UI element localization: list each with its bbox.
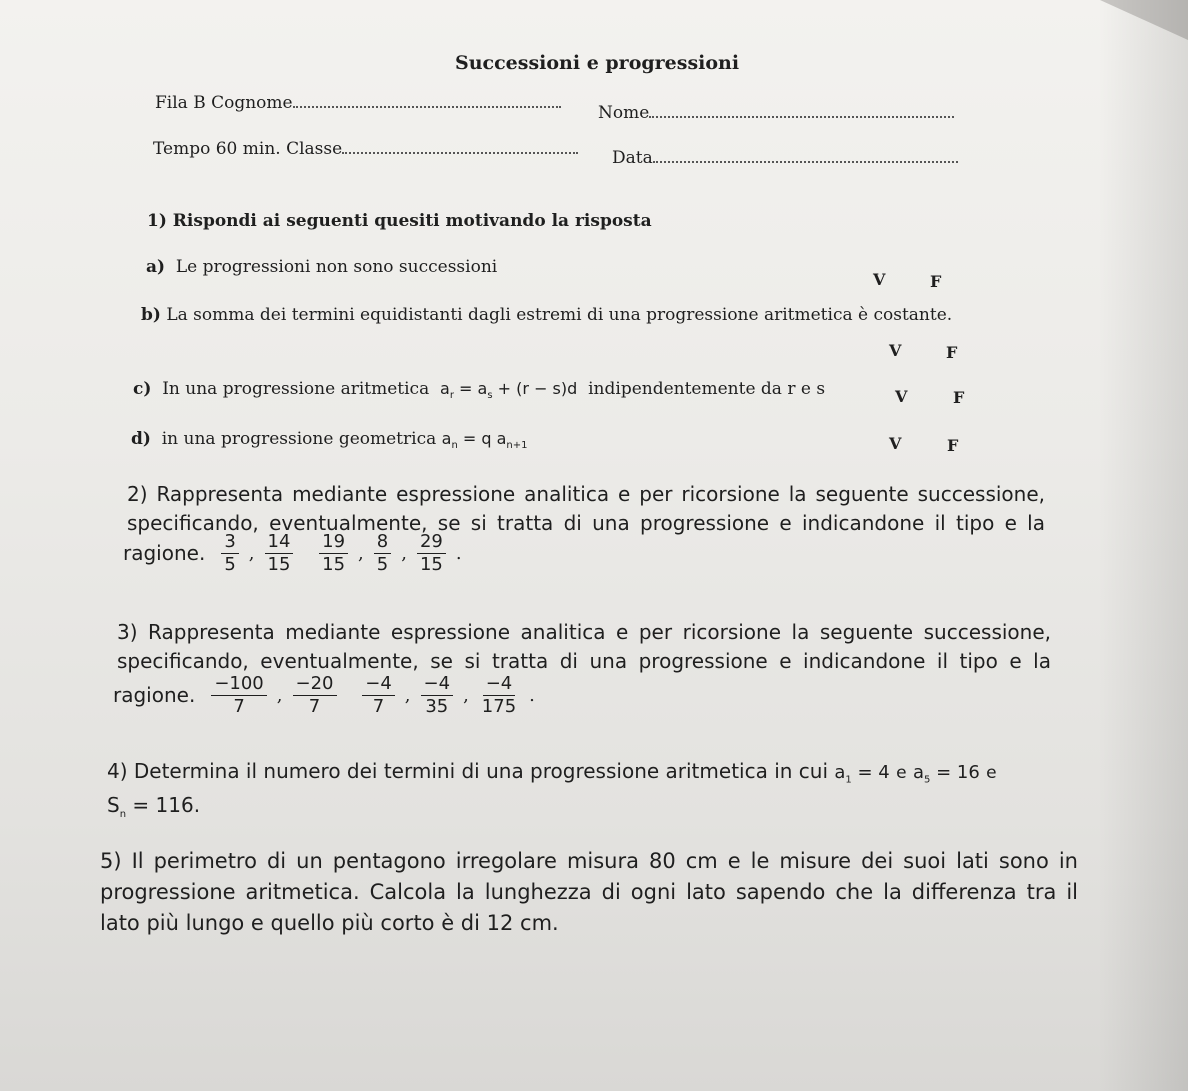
nome-label: Nome	[598, 103, 650, 123]
page-shadow	[1098, 0, 1188, 1091]
q2-term-1	[221, 532, 238, 575]
q2-term-4-den: 5	[376, 554, 389, 575]
comma-separator: ,	[401, 543, 407, 564]
q3-term-3	[362, 674, 395, 717]
q1-item-d	[131, 429, 528, 451]
q1-b-false-option[interactable]: F	[946, 343, 958, 362]
q3-term-1	[211, 674, 266, 717]
q1-heading: 1) Rispondi ai seguenti quesiti motivando la risposta	[147, 211, 652, 231]
q1-item-c-formula: $a_r = a_s + (r - s)d$	[440, 379, 578, 402]
q2-term-2-num: 14	[265, 532, 294, 554]
q3-line-1: 3) Rappresenta mediante espressione analitica e per ricorsione la seguente successione,	[117, 620, 1051, 644]
period: .	[529, 685, 535, 706]
data-field[interactable]	[612, 148, 958, 168]
page-title: Successioni e progressioni	[455, 52, 740, 74]
q2-term-3-num: 19	[319, 532, 348, 554]
comma-separator: ,	[276, 685, 283, 706]
classe-line	[342, 151, 578, 154]
q3-term-2-num: −20	[293, 674, 337, 696]
q2-term-2	[265, 532, 294, 575]
q1-item-d-formula: $a_n = q$ $a_{n+1}$	[441, 429, 528, 452]
classe-field[interactable]	[153, 139, 578, 159]
q1-item-a-text: Le progressioni non sono successioni	[175, 257, 498, 277]
classe-label: Tempo 60 min. Classe	[153, 139, 343, 159]
q1-d-true-option[interactable]: V	[889, 434, 902, 453]
data-label: Data	[612, 148, 653, 168]
q2-line-1: 2) Rappresenta mediante espressione analitica e per ricorsione la seguente successione,	[127, 482, 1045, 506]
q4-line-1: 4) Determina il numero dei termini di una progressione aritmetica in cui	[107, 759, 829, 783]
separator-space	[347, 685, 353, 706]
q2-term-4	[374, 532, 391, 575]
comma-separator: ,	[358, 543, 364, 564]
separator-space	[303, 543, 309, 564]
q5-line-3: lato più lungo e quello più corto è di 12 cm.	[100, 911, 559, 935]
q3-term-2	[293, 674, 337, 717]
cognome-field[interactable]	[155, 93, 561, 113]
q1-b-true-option[interactable]: V	[889, 341, 902, 360]
q1-item-a-label: a)	[146, 257, 166, 277]
q1-item-b-text: La somma dei termini equidistanti dagli estremi di una progressione aritmetica è costante.	[166, 305, 953, 325]
q4-cond-sn: $S_n = 116$.	[107, 793, 201, 820]
q4-conj: e	[896, 763, 907, 783]
comma-separator: ,	[248, 543, 255, 564]
comma-separator: ,	[404, 685, 411, 706]
q4-conj-2: e	[986, 763, 997, 783]
q4-cond-a1: $a_1 = 4$	[834, 762, 890, 786]
q1-item-c	[133, 379, 825, 401]
comma-separator: ,	[463, 685, 469, 706]
q3-term-5	[479, 674, 519, 717]
q5-text	[100, 846, 1078, 939]
q2-term-2-den: 15	[267, 554, 291, 575]
cognome-line	[293, 105, 561, 108]
q5-line-2: progressione aritmetica. Calcola la lunghezza di ogni lato sapendo che la differenza tra il	[100, 880, 1078, 904]
q1-c-false-option[interactable]: F	[953, 388, 965, 407]
nome-line	[649, 115, 954, 118]
q3-line-2: specificando, eventualmente, se si tratta di una progressione e indicandone il tipo e la	[117, 649, 1051, 673]
cognome-label: Fila B Cognome	[155, 93, 293, 113]
q2-term-4-num: 8	[374, 532, 391, 554]
q1-item-a	[146, 257, 497, 277]
q3-term-3-den: 7	[372, 696, 385, 717]
q1-item-c-text: In una progressione aritmetica	[162, 379, 430, 399]
q3-sequence	[113, 674, 541, 717]
q3-text	[117, 618, 1051, 676]
q1-a-false-option[interactable]: F	[930, 272, 942, 291]
q3-term-2-den: 7	[308, 696, 321, 717]
q3-term-4-num: −4	[421, 674, 454, 696]
q3-term-5-den: 175	[481, 696, 517, 717]
q4-cond-a5: $a_5 = 16$	[912, 762, 980, 786]
q2-term-5-den: 15	[419, 554, 443, 575]
q3-term-3-num: −4	[362, 674, 395, 696]
q1-c-true-option[interactable]: V	[895, 387, 908, 406]
q3-term-5-num: −4	[483, 674, 516, 696]
q2-term-5-num: 29	[417, 532, 446, 554]
q1-item-d-text: in una progressione geometrica	[161, 429, 437, 449]
data-line	[653, 160, 958, 163]
q3-term-1-den: 7	[233, 696, 245, 717]
q2-term-5	[417, 532, 446, 575]
q3-term-4	[421, 674, 454, 717]
q2-line-2: specificando, eventualmente, se si tratta di una progressione e indicandone il tipo e la	[127, 511, 1045, 535]
q2-text	[127, 480, 1045, 538]
q2-lead: ragione.	[123, 541, 206, 565]
q1-item-b	[141, 305, 952, 325]
q1-item-c-text-after: indipendentemente da r e s	[588, 379, 826, 399]
q1-d-false-option[interactable]: F	[947, 436, 959, 455]
q2-term-1-num: 3	[221, 532, 238, 554]
q2-term-3-den: 15	[322, 554, 346, 575]
nome-field[interactable]	[598, 103, 954, 123]
q1-item-d-label: d)	[131, 429, 151, 449]
q1-item-c-label: c)	[133, 379, 152, 399]
q2-term-1-den: 5	[224, 554, 236, 575]
q1-item-b-label: b)	[141, 305, 161, 325]
period: .	[455, 543, 462, 564]
q1-a-true-option[interactable]: V	[873, 270, 886, 289]
q3-lead: ragione.	[113, 683, 196, 707]
q2-term-3	[319, 532, 348, 575]
q4-text	[107, 757, 997, 795]
q5-line-1: 5) Il perimetro di un pentagono irregolare misura 80 cm e le misure dei suoi lati sono in	[100, 849, 1078, 873]
q3-term-4-den: 35	[425, 696, 449, 717]
q2-sequence	[123, 532, 468, 575]
q3-term-1-num: −100	[211, 674, 266, 696]
